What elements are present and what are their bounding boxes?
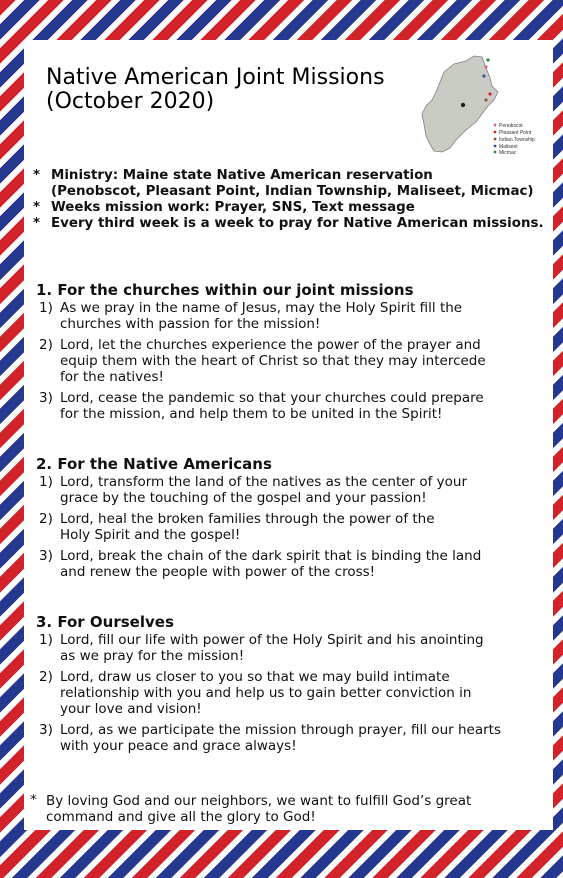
maine-map-icon (400, 52, 552, 154)
intro-line: (Penobscot, Pleasant Point, Indian Township, Maliseet, Micmac) (51, 184, 534, 199)
item-line: and renew the people with power of the cross! (60, 564, 376, 580)
item-number: 2) (39, 669, 53, 685)
intro-item-weeks (32, 200, 547, 216)
item-line: Lord, heal the broken families through the power of the (60, 511, 435, 527)
intro-line: Weeks mission work: Prayer, SNS, Text message (51, 200, 415, 215)
item-line: Lord, as we participate the mission through prayer, fill our hearts (60, 722, 501, 738)
item-number: 3) (39, 390, 53, 406)
item-line: for the mission, and help them to be united in the Spirit! (60, 406, 443, 422)
closing-statement (30, 793, 551, 825)
closing-line: command and give all the glory to God! (46, 809, 316, 825)
section-churches (36, 282, 546, 427)
prayer-item (36, 474, 546, 506)
prayer-item (36, 669, 546, 717)
prayer-item (36, 632, 546, 664)
map-legend-indian-township: Indian Township (499, 137, 535, 143)
page-title (46, 66, 385, 114)
item-line: Lord, break the chain of the dark spirit that is binding the land (60, 548, 482, 564)
star-bullet: * (33, 168, 41, 183)
item-number: 3) (39, 548, 53, 564)
map-legend-micmac: Micmac (499, 150, 517, 154)
item-line: Holy Spirit and the gospel! (60, 527, 241, 543)
intro-item-ministry (32, 168, 547, 200)
item-line: for the natives! (60, 369, 164, 385)
star-bullet: * (30, 792, 37, 808)
item-line: relationship with you and help us to gain better conviction in (60, 685, 472, 701)
intro-item-third-week (32, 216, 547, 232)
item-line: Lord, cease the pandemic so that your churches could prepare (60, 390, 484, 406)
map-legend-penobscot: Penobscot (499, 123, 523, 129)
item-line: Lord, fill our life with power of the Holy Spirit and his anointing (60, 632, 484, 648)
prayer-item (36, 390, 546, 422)
star-bullet: * (33, 216, 41, 231)
section-ourselves (36, 614, 546, 759)
map-legend-maliseet: Maliseet (499, 144, 518, 150)
item-number: 2) (39, 511, 53, 527)
section-title: 3. For Ourselves (36, 613, 174, 631)
closing-line: By loving God and our neighbors, we want to fulfill God’s great (46, 793, 472, 809)
prayer-item (36, 511, 546, 543)
section-title: 1. For the churches within our joint missions (36, 281, 414, 299)
intro-line: Every third week is a week to pray for Native American missions. (51, 216, 544, 231)
item-number: 2) (39, 337, 53, 353)
prayer-card (24, 40, 553, 830)
prayer-item (36, 722, 546, 754)
section-title: 2. For the Native Americans (36, 455, 272, 473)
item-number: 3) (39, 722, 53, 738)
item-line: Lord, transform the land of the natives as the center of your (60, 474, 468, 490)
prayer-item (36, 337, 546, 385)
item-line: with your peace and grace always! (60, 738, 297, 754)
item-line: grace by the touching of the gospel and your passion! (60, 490, 427, 506)
item-number: 1) (39, 474, 53, 490)
intro-list (32, 168, 547, 232)
prayer-item (36, 300, 546, 332)
map-legend-pleasant-point: Pleasant Point (499, 130, 532, 136)
item-line: Lord, let the churches experience the power of the prayer and (60, 337, 481, 353)
title-line-1: Native American Joint Missions (46, 65, 385, 90)
item-line: Lord, draw us closer to you so that we may build intimate (60, 669, 450, 685)
item-number: 1) (39, 632, 53, 648)
prayer-item (36, 548, 546, 580)
item-line: your love and vision! (60, 701, 202, 717)
title-line-2: (October 2020) (46, 89, 215, 114)
item-line: churches with passion for the mission! (60, 316, 321, 332)
intro-line: Ministry: Maine state Native American reservation (51, 168, 433, 183)
item-line: equip them with the heart of Christ so that they may intercede (60, 353, 486, 369)
star-bullet: * (33, 200, 41, 215)
section-native-americans (36, 456, 546, 585)
item-line: as we pray for the mission! (60, 648, 245, 664)
item-number: 1) (39, 300, 53, 316)
item-line: As we pray in the name of Jesus, may the Holy Spirit fill the (60, 300, 463, 316)
